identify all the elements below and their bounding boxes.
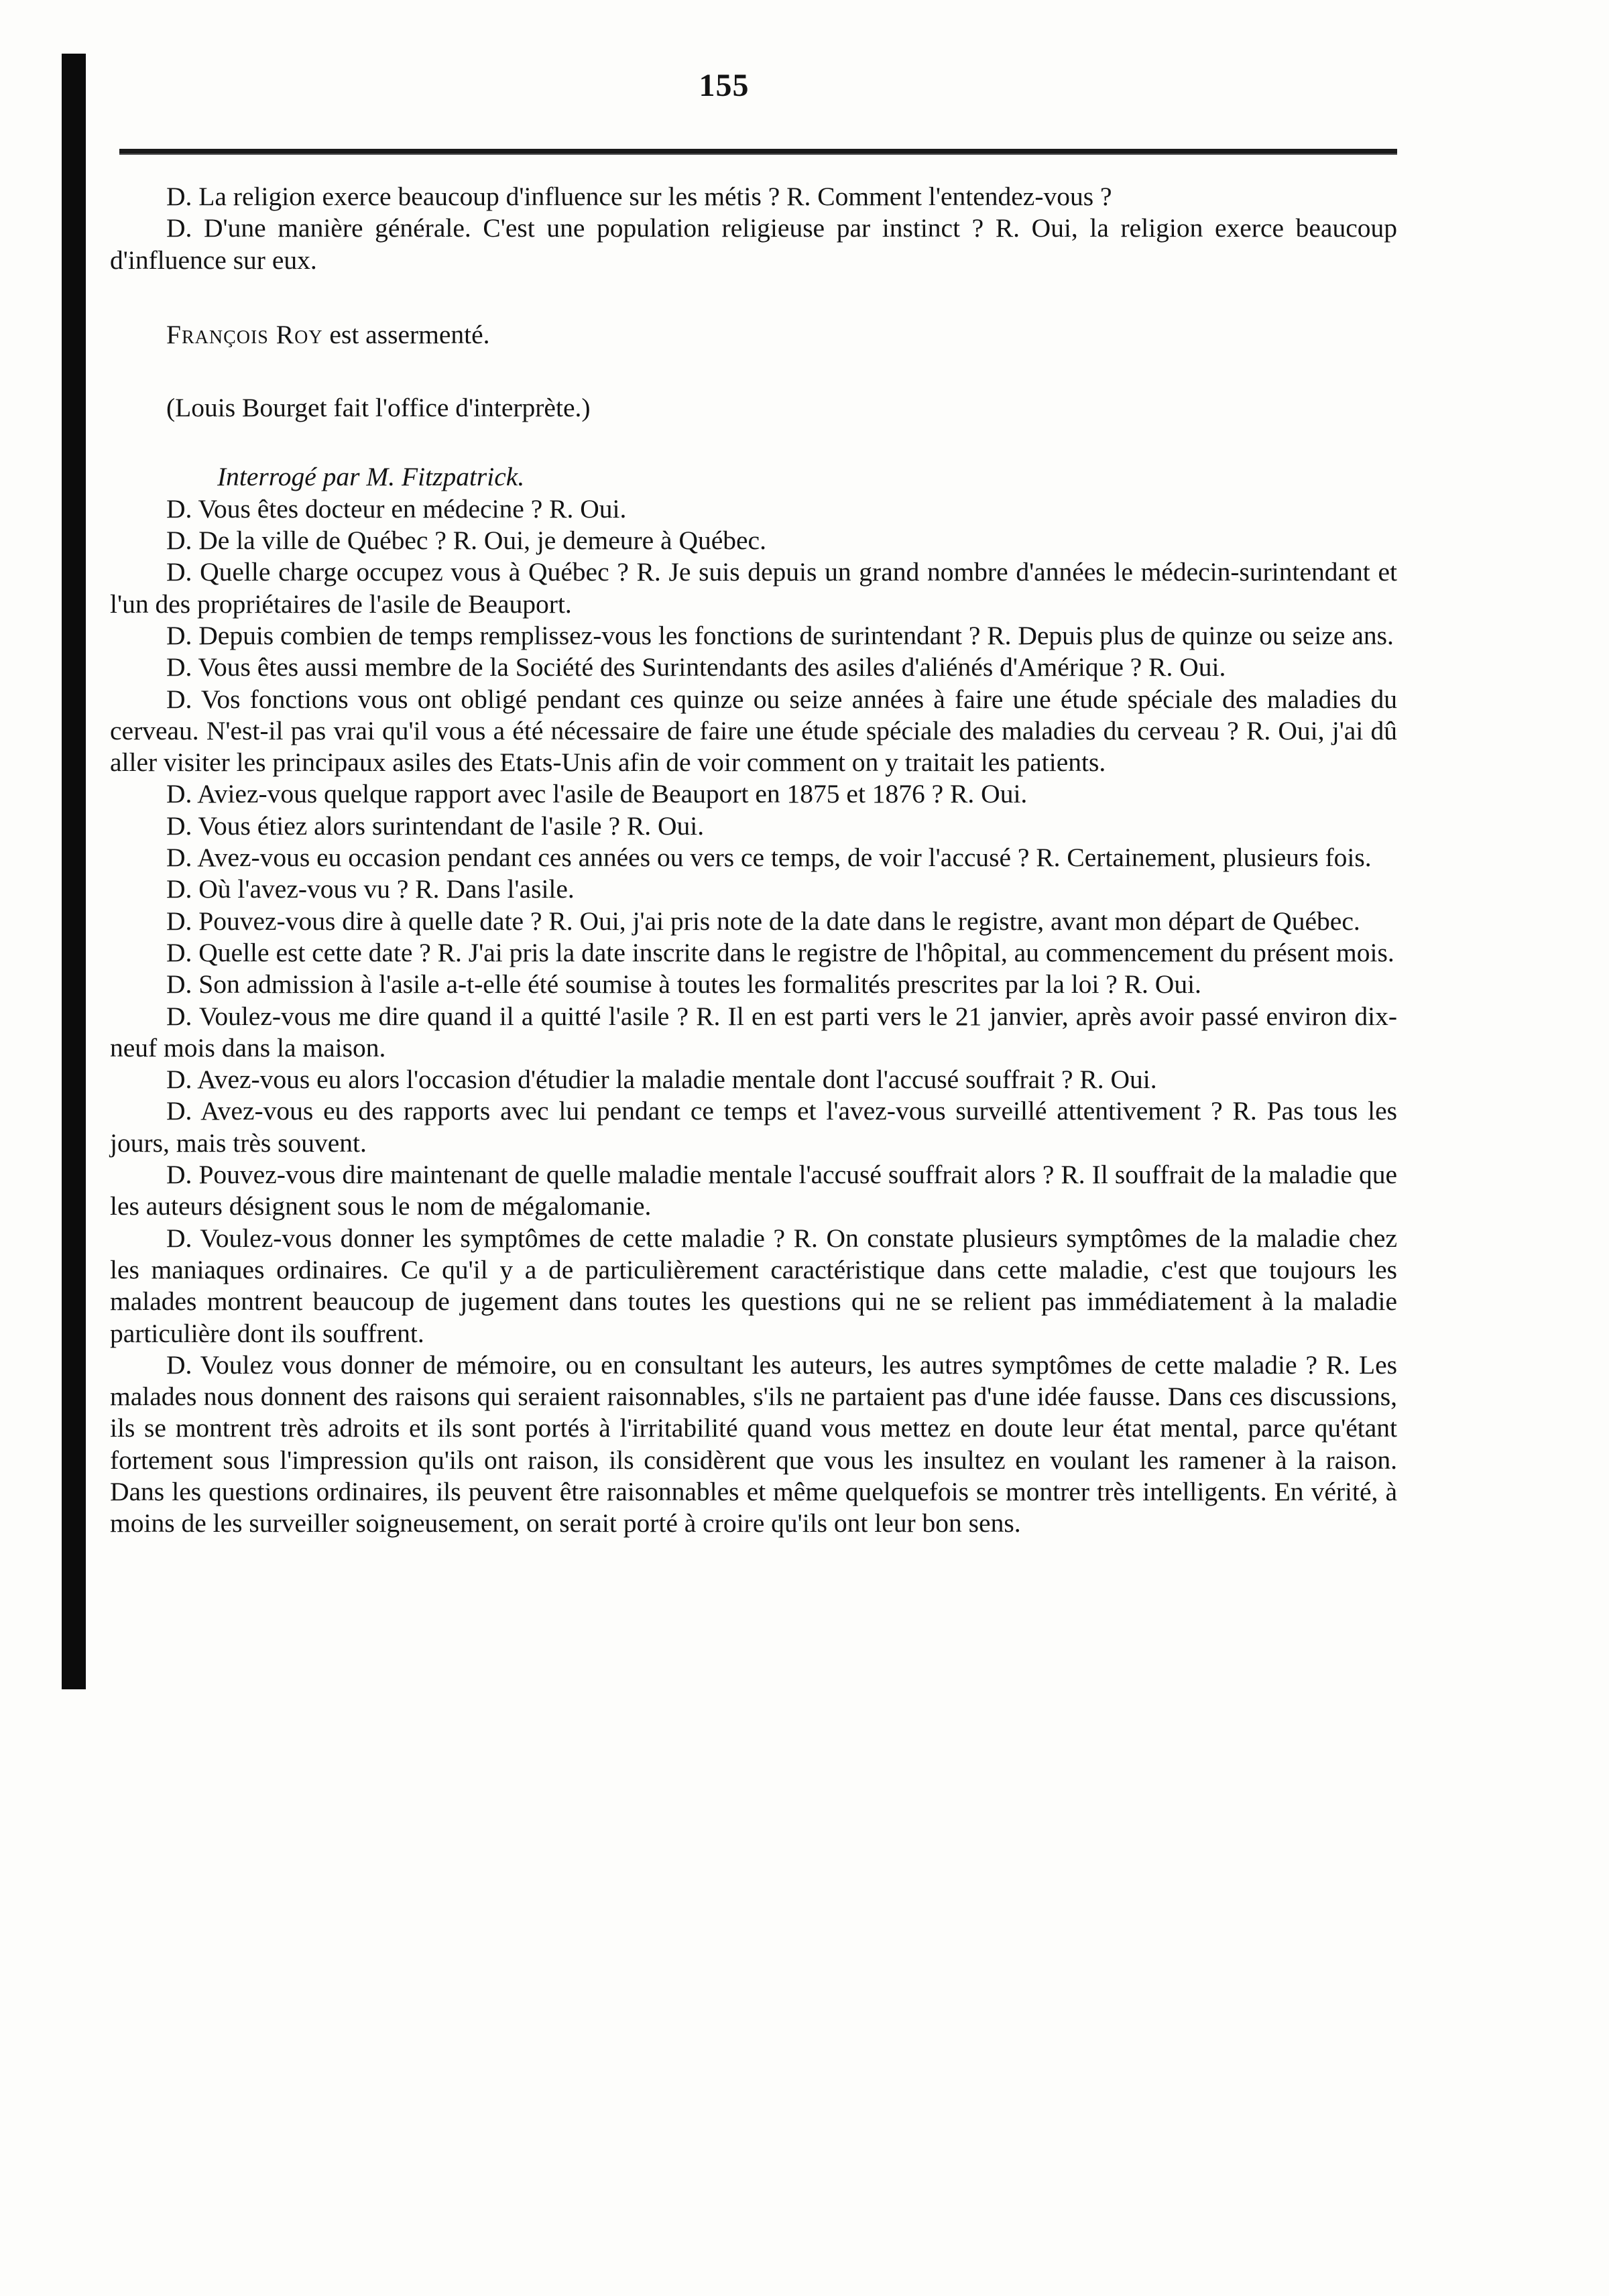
question-answer-paragraph: D. Voulez-vous donner les symptômes de cette maladie ? R. On constate plusieurs symptômes de la maladie chez les maniaques ordinaires. Ce qu'il y a de particulièrement caractéristique dans cette maladie, c'est que toujours les malades montrent beaucoup de jugement dans toutes les questions qui ne se relient pas immédiatement à la maladie particulière dont ils souffrent. [110, 1223, 1397, 1348]
witness-sworn-line [110, 319, 1397, 351]
question-answer-paragraph: D. De la ville de Québec ? R. Oui, je demeure à Québec. [166, 526, 766, 556]
question-answer-paragraph: D. D'une manière générale. C'est une population religieuse par instinct ? R. Oui, la religion exerce beaucoup d'influence sur eux. [110, 213, 1397, 275]
question-answer-paragraph: D. La religion exerce beaucoup d'influence sur les métis ? R. Comment l'entendez-vous ? [166, 182, 1112, 211]
interpreter-note: (Louis Bourget fait l'office d'interprète.) [166, 393, 591, 423]
question-answer-paragraph: D. Pouvez-vous dire maintenant de quelle maladie mentale l'accusé souffrait alors ? R. Il souffrait de la maladie que les auteurs désignent sous le nom de mégalomanie. [110, 1160, 1397, 1221]
question-answer-paragraph: D. Quelle est cette date ? R. J'ai pris la date inscrite dans le registre de l'hôpital, au commencement du présent mois. [166, 937, 1394, 967]
question-answer-paragraph: D. Vous êtes docteur en médecine ? R. Oui. [166, 493, 627, 524]
question-answer-paragraph: D. Vos fonctions vous ont obligé pendant ces quinze ou seize années à faire une étude spéciale des maladies du cerveau. N'est-il pas vrai qu'il vous a été nécessaire de faire une étude spéciale des maladies du cerveau ? R. Oui, j'ai dû aller visiter les principaux asiles des Etats-Unis afin de voir comment on y traitait les patients. [110, 684, 1397, 778]
question-answer-paragraph: D. Quelle charge occupez vous à Québec ? R. Je suis depuis un grand nombre d'années le médecin-surintendant et l'un des propriétaires de l'asile de Beauport. [110, 557, 1397, 619]
page-number: 155 [699, 68, 750, 103]
header-rule [119, 149, 1397, 155]
question-answer-paragraph: D. Vous étiez alors surintendant de l'asile ? R. Oui. [166, 810, 705, 841]
question-answer-paragraph: D. Avez-vous eu alors l'occasion d'étudier la maladie mentale dont l'accusé souffrait ? R. Oui. [166, 1065, 1157, 1095]
binding-shadow [62, 54, 86, 1689]
question-answer-paragraph: D. Voulez vous donner de mémoire, ou en consultant les auteurs, les autres symptômes de cette maladie ? R. Les malades nous donnent des raisons qui seraient raisonnables, s'ils ne partaient pas d'une idée fausse. Dans ces discussions, ils se montrent très adroits et ils sont portés à l'irritabilité quand vous mettez en doute leur état mental, parce qu'étant fortement sous l'impression qu'ils ont raison, ils considèrent que vous les insultez en voulant les ramener à la raison. Dans les questions ordinaires, ils peuvent être raisonnables et même quelquefois se montrer très intelligents. En vérité, à moins de les surveiller soigneusement, on serait porté à croire qu'ils ont leur bon sens. [110, 1349, 1397, 1538]
question-answer-paragraph: D. Pouvez-vous dire à quelle date ? R. Oui, j'ai pris note de la date dans le registre, avant mon départ de Québec. [166, 906, 1360, 936]
witness-name: François Roy [166, 319, 323, 349]
question-answer-paragraph: D. Aviez-vous quelque rapport avec l'asile de Beauport en 1875 et 1876 ? R. Oui. [166, 779, 1028, 809]
page-body [110, 181, 1397, 1540]
question-answer-paragraph: D. Depuis combien de temps remplissez-vous les fonctions de surintendant ? R. Depuis plus de quinze ou seize ans. [166, 620, 1394, 650]
examination-heading: Interrogé par M. Fitzpatrick. [217, 462, 525, 492]
question-answer-paragraph: D. Avez-vous eu occasion pendant ces années ou vers ce temps, de voir l'accusé ? R. Certainement, plusieurs fois. [166, 843, 1372, 873]
question-answer-paragraph: D. Son admission à l'asile a-t-elle été soumise à toutes les formalités prescrites par la loi ? R. Oui. [166, 969, 1201, 1000]
witness-sworn-text: est assermenté. [322, 319, 490, 349]
question-answer-paragraph: D. Vous êtes aussi membre de la Société des Surintendants des asiles d'aliénés d'Amérique ? R. Oui. [166, 652, 1226, 682]
question-answer-paragraph: D. Où l'avez-vous vu ? R. Dans l'asile. [166, 874, 575, 904]
question-answer-paragraph: D. Avez-vous eu des rapports avec lui pendant ce temps et l'avez-vous surveillé attentivement ? R. Pas tous les jours, mais très souvent. [110, 1096, 1397, 1158]
question-answer-paragraph: D. Voulez-vous me dire quand il a quitté l'asile ? R. Il en est parti vers le 21 janvier, après avoir passé environ dix-neuf mois dans la maison. [110, 1001, 1397, 1063]
